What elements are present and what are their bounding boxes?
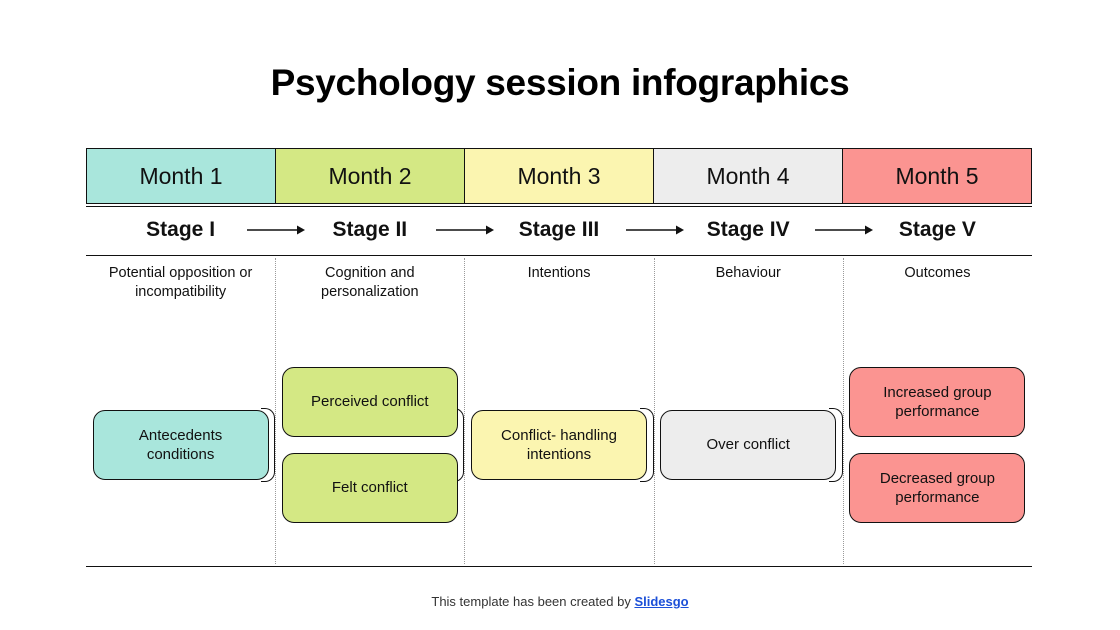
month-cell-4 xyxy=(654,149,843,203)
description-cell-1: Potential opposition or incompatibility xyxy=(108,265,253,300)
month-label: Month 2 xyxy=(328,162,412,189)
page-title: Psychology session infographics xyxy=(270,62,850,103)
month-label: Month 3 xyxy=(517,162,601,189)
node-conflict-handling-intentions[interactable] xyxy=(471,410,647,480)
divider-line-bottom xyxy=(86,566,1032,567)
month-cell-2 xyxy=(276,149,465,203)
node-label: Conflict- handling intentions xyxy=(501,426,617,463)
node-over-conflict[interactable] xyxy=(660,410,836,480)
footer-credit xyxy=(0,594,1120,609)
stage-cell-1 xyxy=(86,206,275,254)
node-label: Over conflict xyxy=(706,436,790,454)
node-label: Antecedents conditions xyxy=(138,426,223,463)
flow-column-2 xyxy=(275,330,464,560)
node-label: Felt conflict xyxy=(331,479,408,497)
node-label: Perceived conflict xyxy=(311,393,429,411)
node-increased-group-performance[interactable] xyxy=(849,367,1025,437)
flow-column-4 xyxy=(654,330,843,560)
flow-columns xyxy=(86,330,1032,560)
month-cell-5 xyxy=(843,149,1031,203)
node-perceived-conflict[interactable] xyxy=(282,367,458,437)
month-header-band xyxy=(86,148,1032,204)
stage-cell-3 xyxy=(464,206,653,254)
description-cell-4: Behaviour xyxy=(715,265,781,281)
month-label: Month 4 xyxy=(706,162,790,189)
month-label: Month 5 xyxy=(895,162,979,189)
flow-column-3 xyxy=(464,330,653,560)
stage-label: Stage V xyxy=(898,218,976,241)
flow-column-1 xyxy=(86,330,275,560)
stage-cell-5 xyxy=(843,206,1032,254)
stage-cell-2 xyxy=(275,206,464,254)
stage-label: Stage III xyxy=(518,218,600,241)
description-cell-2: Cognition and personalization xyxy=(321,265,419,300)
month-cell-3 xyxy=(465,149,654,203)
node-decreased-group-performance[interactable] xyxy=(849,453,1025,523)
stage-cell-4 xyxy=(654,206,843,254)
slidesgo-link[interactable]: Slidesgo xyxy=(634,594,689,609)
month-cell-1 xyxy=(87,149,276,203)
stage-label: Stage II xyxy=(332,218,408,241)
node-label: Decreased group performance xyxy=(879,469,995,506)
flow-column-5 xyxy=(843,330,1032,560)
description-cell-5: Outcomes xyxy=(904,265,971,281)
stage-row xyxy=(86,206,1032,254)
node-label: Increased group performance xyxy=(883,383,992,420)
month-label: Month 1 xyxy=(139,162,223,189)
node-antecedents-conditions[interactable] xyxy=(93,410,269,480)
divider-line-middle xyxy=(86,255,1032,256)
description-row xyxy=(86,264,1032,302)
description-cell-3: Intentions xyxy=(527,265,591,281)
stage-label: Stage I xyxy=(146,218,216,241)
stage-label: Stage IV xyxy=(706,218,790,241)
node-felt-conflict[interactable] xyxy=(282,453,458,523)
footer-text: This template has been created by xyxy=(431,594,635,609)
